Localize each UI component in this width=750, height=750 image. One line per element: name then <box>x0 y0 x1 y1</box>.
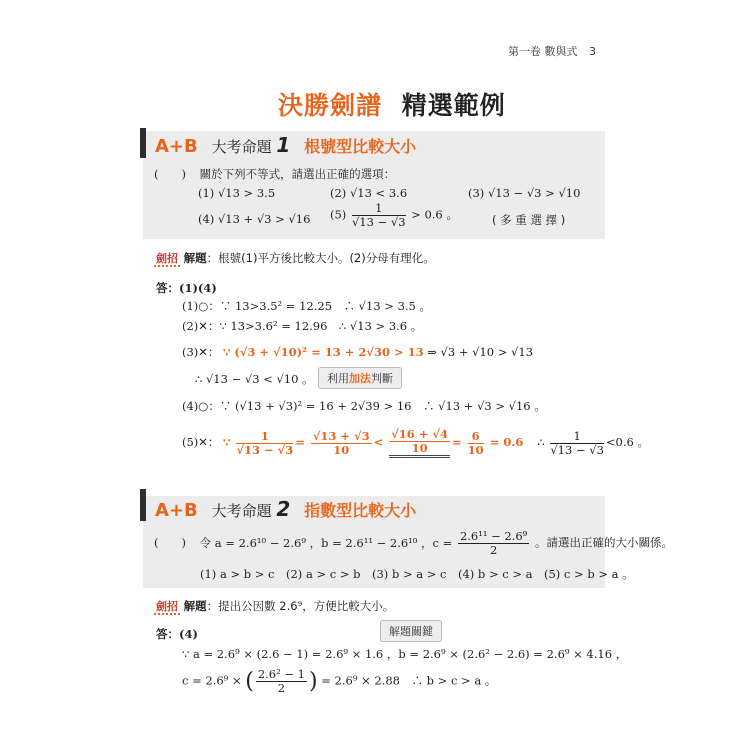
section1-topic: 大考命題 1 <box>211 133 291 157</box>
section1-option-3: (3) √13 − √3 > √10 <box>468 186 581 200</box>
section1-label: A+B <box>155 136 198 157</box>
title-part2: 精選範例 <box>401 91 506 120</box>
running-header <box>508 43 596 59</box>
section1-tip: 劍招 解題：根號(1)平方後比較大小。(2)分母有理化。 <box>156 251 435 265</box>
section1-heading <box>155 133 416 157</box>
page-number: 3 <box>589 45 596 58</box>
section1-step-3b: ∴ √13 − √3 < √10 。 <box>195 372 314 386</box>
callout-addition: 利用加法判斷 <box>318 367 402 389</box>
callout-key: 解題關鍵 <box>380 620 442 642</box>
section2-heading <box>155 497 416 521</box>
tip-tag: 劍招 <box>156 252 178 265</box>
section2-tab-marker <box>140 489 146 521</box>
section1-step-1: (1)○：∵ 13>3.5² = 12.25 ∴ √13 > 3.5 。 <box>182 299 432 313</box>
section1-option-1: (1) √13 > 3.5 <box>198 186 276 200</box>
section1-topic-title: 根號型比較大小 <box>304 137 417 156</box>
section1-answer: 答：(1)(4) <box>156 281 217 295</box>
section1-step-4: (4)○：∵ (√13 + √3)² = 16 + 2√39 > 16 ∴ √13 + √3 > √16 。 <box>182 399 546 413</box>
section1-question: ( ) 關於下列不等式，請選出正確的選項： <box>154 167 396 181</box>
section1-tab-marker <box>140 128 146 158</box>
section2-line-1: ∵ a = 2.6⁹ × (2.6 − 1) = 2.6⁹ × 1.6 ，b = 2.6⁹ × (2.6² − 2.6) = 2.6⁹ × 4.16 ， <box>182 647 628 661</box>
section1-step-2: (2)✕：∵ 13>3.6² = 12.96 ∴ √13 > 3.6 。 <box>182 319 423 333</box>
header-text: 第一卷 數與式 <box>508 45 578 58</box>
section2-line-2: c = 2.6⁹ × ( $\frac{\text{2.6² − 1}}{2}$ ) = 2.6⁹ × 2.88 ∴ b > c > a 。 <box>182 667 497 695</box>
title-part1: 決勝劍譜 <box>278 91 383 120</box>
section1-option-4: (4) √13 + √3 > √16 <box>198 212 311 226</box>
section1-step-3: (3)✕： ∵ (√3 + √10)² = 13 + 2√30 > 13 ⇒ √3 + √10 > √13 <box>182 345 534 359</box>
section1-step-5: (5)✕： ∵ $\frac{1}{√13 - √3}$ = $\frac{√13 + √3}{10}$ < $\frac{√16 + √4}{10}$ = $\frac{6}{10}$ = 0.6 ∴ $\frac{1}{√13 - √3}$ <0.6 。 <box>182 427 649 457</box>
section2-topic-title: 指數型比較大小 <box>304 501 417 520</box>
section2-question: ( ) 令 a = 2.6¹⁰ − 2.6⁹ ，b = 2.6¹¹ − 2.6¹⁰ ，c = $\frac{\text{2.6¹¹ − 2.6⁹}}{2}$ 。請選出正確的大小關係。 <box>154 529 673 557</box>
section1-option-2: (2) √13 < 3.6 <box>330 186 408 200</box>
section2-label: A+B <box>155 500 198 521</box>
section2-tip: 劍招 解題：提出公因數 2.6⁹，方便比較大小。 <box>156 599 395 613</box>
section2-topic: 大考命題 2 <box>211 497 291 521</box>
page-title <box>278 86 506 122</box>
section1-option-5: (5) $\frac{1}{√13 - √3}$ > 0.6 。 <box>330 201 458 229</box>
section2-answer: 答：(4) <box>156 627 198 641</box>
section1-multi-choice: ( 多 重 選 擇 ) <box>492 213 566 227</box>
section2-options: (1) a > b > c (2) a > c > b (3) b > a > c (4) b > c > a (5) c > b > a 。 <box>200 567 634 581</box>
